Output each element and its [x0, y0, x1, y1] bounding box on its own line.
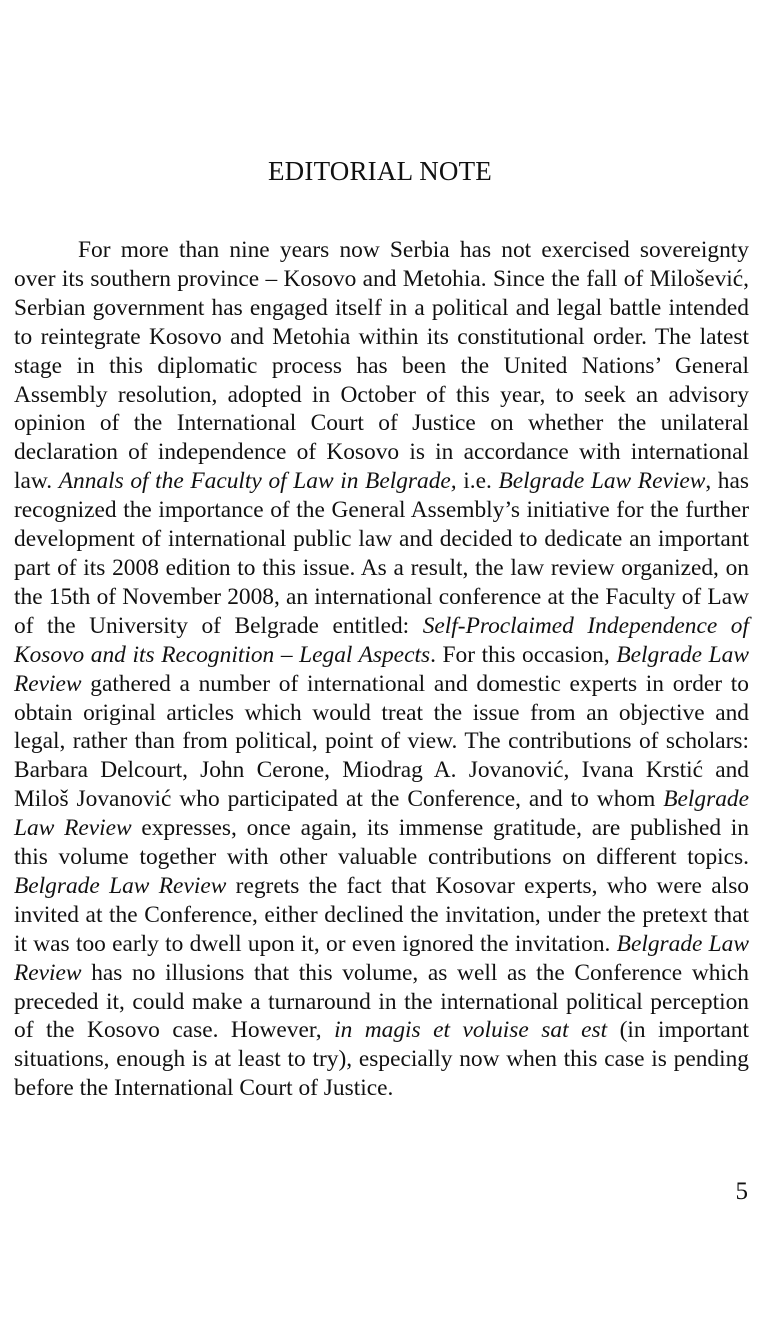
text-segment: i.e.	[456, 468, 499, 495]
text-segment: gathered a number of international and domestic experts in order to obtain original articles which would treat the issue from an objective and legal, rather than from political, point of view. The contributions of scholars: Barbara Delcourt, John Cerone, Miodrag A. Jovanović, Ivana Krstić and Miloš Jovanović who participated at the Conference, and to whom	[14, 670, 749, 813]
conference-title-italic: Self-Proclaimed Independence of Kosovo and its Recognition – Legal Aspects	[14, 612, 750, 668]
text-segment: expresses, once again, its immense gratitude, are published in this volume together with other valuable contributions on different topics.	[14, 815, 749, 871]
text-segment: For more than nine years now Serbia has not exercised sovereignty over its southern province – Kosovo and Metohia. Since the fall of Milošević, Serbian government has engaged itself in a political and legal battle intended to reintegrate Kosovo and Metohia within its constitutional order. The latest stage in this diplomatic process has been the United Nations’ General Assembly resolution, adopted in October of this year, to seek an advisory opinion of the International Court of Justice on whether the unilateral declaration of independence of Kosovo is in accordance with international law.	[14, 237, 749, 495]
editorial-body	[14, 236, 749, 1103]
text-segment: has no illusions that this volume, as well as the Conference which preceded it, could make a turnaround in the international political perception of the Kosovo case. However,	[14, 959, 749, 1044]
journal-title-italic: Annals of the Faculty of Law in Belgrade,	[58, 468, 457, 495]
editorial-paragraph	[14, 236, 749, 1103]
page-number: 5	[735, 1178, 748, 1205]
page-title: EDITORIAL NOTE	[267, 156, 492, 186]
journal-title-italic: Belgrade Law Review	[14, 930, 749, 986]
text-segment: , has recognized the importance of the General Assembly’s initiative for the further development of international public law and decided to dedicate an important part of its 2008 edition to this issue. As a result, the law review organized, on the 15th of November 2008, an international conference at the Faculty of Law of the University of Belgrade entitled:	[14, 468, 749, 639]
journal-title-italic: Belgrade Law Review	[498, 468, 706, 495]
text-segment: (in important situations, enough is at least to try), especially now when this case is pending before the International Court of Justice.	[14, 1017, 750, 1102]
text-segment: regrets the fact that Kosovar experts, who were also invited at the Conference, either declined the invitation, under the pretext that it was too early to dwell upon it, or even ignored the invitation.	[14, 872, 749, 957]
text-segment: . For this occasion,	[430, 641, 617, 668]
journal-title-italic: Belgrade Law Review	[14, 641, 749, 697]
latin-phrase-italic: in magis et voluise sat est	[334, 1017, 608, 1044]
journal-title-italic: Belgrade Law Review	[14, 786, 749, 842]
journal-title-italic: Belgrade Law Review	[14, 872, 227, 899]
